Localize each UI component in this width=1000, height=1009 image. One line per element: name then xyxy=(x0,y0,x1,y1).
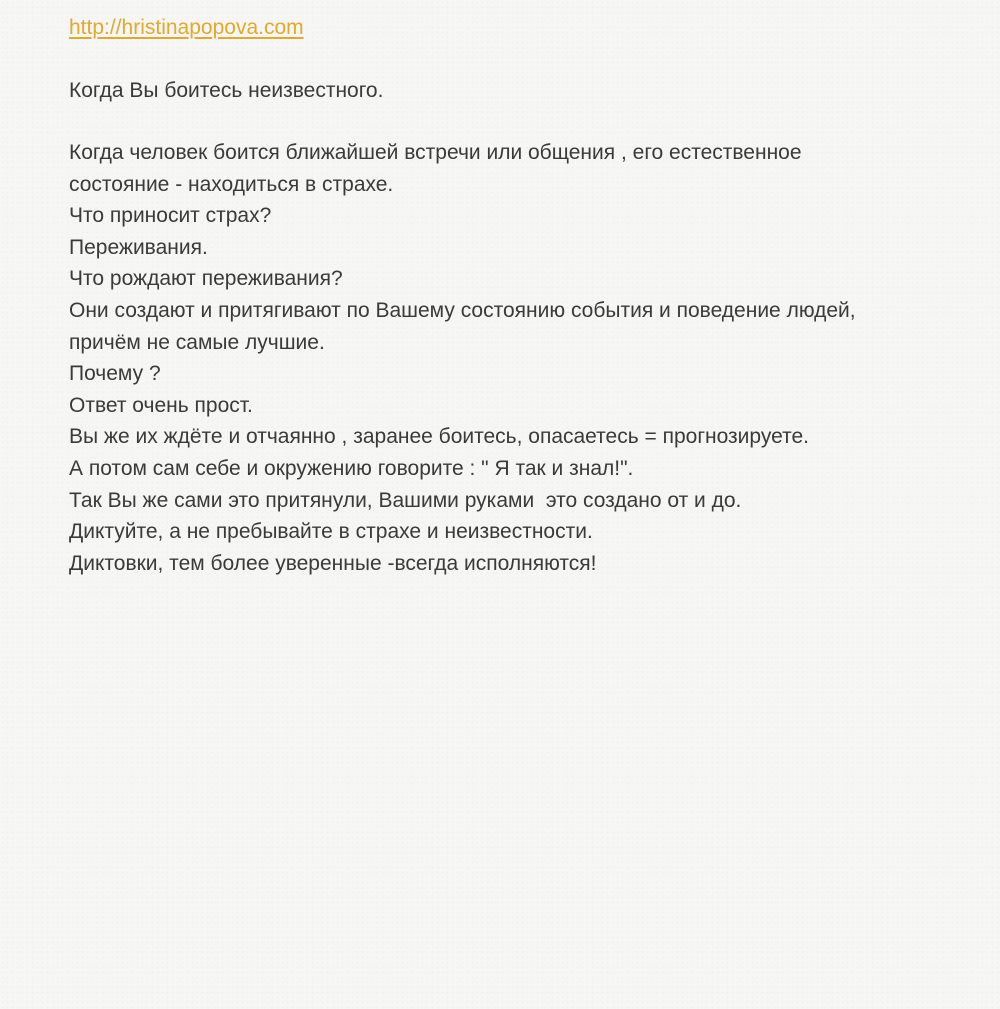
note-title: Когда Вы боитесь неизвестного. xyxy=(69,78,384,102)
body-line: Они создают и притягивают по Вашему состоянию события и поведение людей, xyxy=(69,298,856,322)
body-line: Когда человек боится ближайшей встречи или общения , его естественное xyxy=(69,141,802,164)
note-body xyxy=(69,137,969,579)
body-line: причём не самые лучшие. xyxy=(69,330,325,354)
body-line: Ответ очень прост. xyxy=(69,393,253,417)
body-line: Вы же их ждёте и отчаянно , заранее боитесь, опасаетесь = прогнозируете. xyxy=(69,425,809,449)
website-link[interactable]: http://hristinapopova.com xyxy=(69,16,304,39)
body-line: Что рождают переживания? xyxy=(69,267,343,291)
body-line: Диктуйте, а не пребывайте в страхе и неизвестности. xyxy=(69,520,593,544)
body-line: Диктовки, тем более уверенные -всегда исполняются! xyxy=(69,551,597,575)
body-line: Переживания. xyxy=(69,235,208,259)
body-line: Почему ? xyxy=(69,362,161,386)
note-content xyxy=(69,12,969,579)
body-line: А потом сам себе и окружению говорите : " Я так и знал!". xyxy=(69,456,634,480)
body-line: Что приносит страх? xyxy=(69,204,272,228)
body-line: Так Вы же сами это притянули, Вашими руками это создано от и до. xyxy=(69,488,742,512)
body-line: состояние - находиться в страхе. xyxy=(69,172,394,196)
